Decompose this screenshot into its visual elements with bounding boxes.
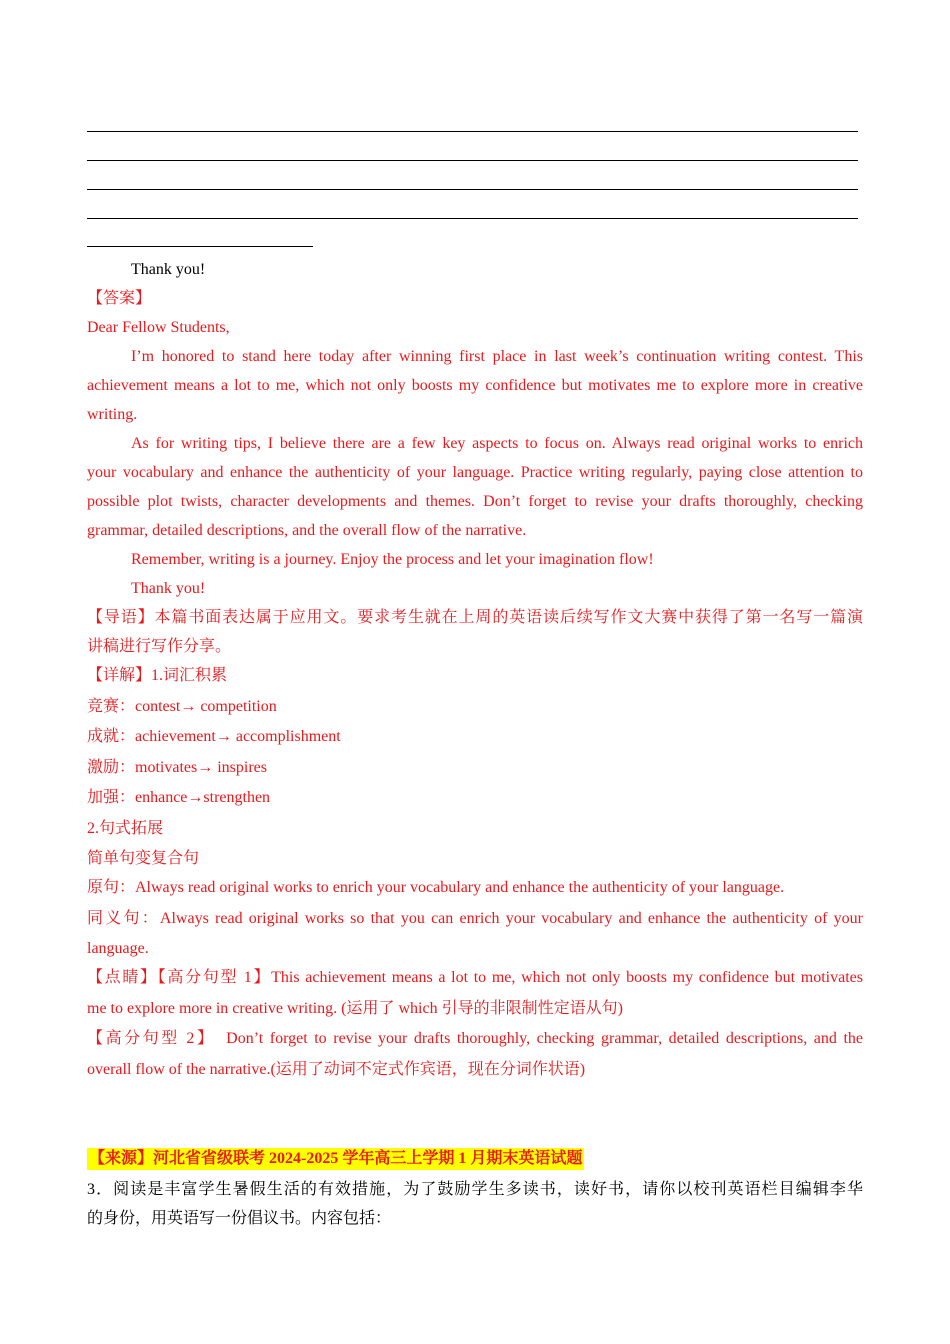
highlight1-line2: me to explore more in creative writing. (运用了 which 引导的非限制性定语从句)	[87, 1000, 623, 1017]
blank-line	[87, 218, 858, 219]
blank-line	[87, 160, 858, 161]
guide-line2: 讲稿进行写作分享。	[87, 638, 232, 655]
source-label: 【来源】河北省省级联考 2024-2025 学年高三上学期 1 月期末英语试题	[87, 1148, 584, 1170]
para2-line4: grammar, detailed descriptions, and the overall flow of the narrative.	[87, 522, 527, 539]
para1-line3: writing.	[87, 406, 138, 423]
highlight2-line1: 【高分句型 2】 Don’t forget to revise your drafts thoroughly, checking grammar, detailed descriptions, and the	[87, 1030, 863, 1047]
original-sentence: 原句：Always read original works to enrich your vocabulary and enhance the authenticity of your language.	[87, 879, 785, 896]
para2-line1: As for writing tips, I believe there are a few key aspects to focus on. Always read original works to enrich	[131, 435, 863, 452]
question-line2: 的身份，用英语写一份倡议书。内容包括：	[87, 1210, 392, 1227]
answer-thank-you: Thank you!	[131, 580, 206, 597]
sentence-heading: 2.句式拓展	[87, 820, 164, 837]
vocab-item: 竞赛：contest→ competition	[87, 698, 277, 715]
answer-label: 【答案】	[87, 290, 152, 307]
guide-line1: 【导语】本篇书面表达属于应用文。要求考生就在上周的英语读后续写作文大赛中获得了第一名写一篇演	[87, 609, 863, 626]
sentence-subheading: 简单句变复合句	[87, 850, 200, 867]
highlight1-line1: 【点睛】【高分句型 1】This achievement means a lot to me, which not only boosts my confidence but motivates	[87, 969, 863, 986]
para2-line2: your vocabulary and enhance the authenticity of your language. Practice writing regularly, paying close attention to	[87, 464, 863, 481]
para3: Remember, writing is a journey. Enjoy the process and let your imagination flow!	[131, 551, 654, 568]
question-line1: 3．阅读是丰富学生暑假生活的有效措施，为了鼓励学生多读书，读好书，请你以校刊英语栏目编辑李华	[87, 1181, 863, 1198]
detail-heading: 【详解】1.词汇积累	[87, 667, 228, 684]
synonym-line1: 同义句：Always read original works so that you can enrich your vocabulary and enhance the authenticity of your	[87, 910, 863, 927]
blank-line	[87, 131, 858, 132]
blank-line	[87, 246, 313, 247]
vocab-item: 激励：motivates→ inspires	[87, 759, 267, 776]
highlight2-line2: overall flow of the narrative.(运用了动词不定式作宾语，现在分词作状语)	[87, 1061, 586, 1078]
vocab-item: 加强：enhance→strengthen	[87, 789, 271, 806]
blank-line	[87, 189, 858, 190]
para2-line3: possible plot twists, character developments and themes. Don’t forget to revise your drafts thoroughly, checking	[87, 493, 863, 510]
para1-line1: I’m honored to stand here today after winning first place in last week’s continuation writing contest. This	[131, 348, 863, 365]
closing-thank-you: Thank you!	[131, 261, 206, 278]
synonym-line2: language.	[87, 940, 149, 957]
salutation: Dear Fellow Students,	[87, 319, 230, 336]
vocab-item: 成就：achievement→ accomplishment	[87, 728, 341, 745]
para1-line2: achievement means a lot to me, which not only boosts my confidence but motivates me to explore more in creative	[87, 377, 863, 394]
